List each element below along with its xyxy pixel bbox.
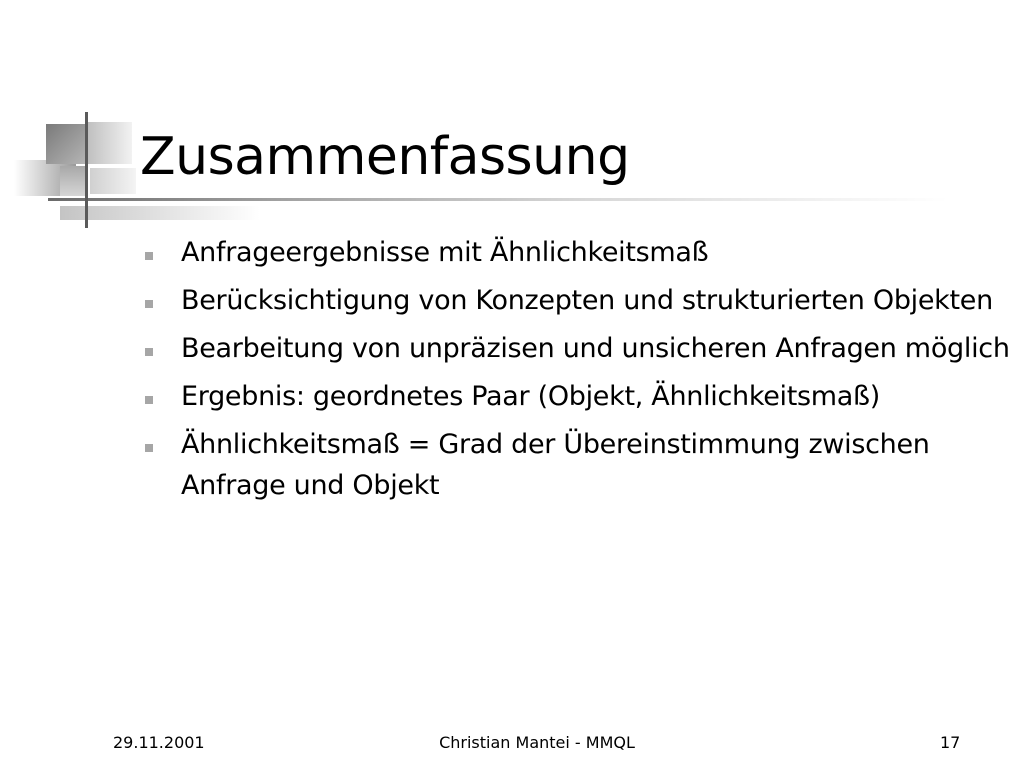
bullet-item bbox=[140, 232, 1010, 273]
bullet-item bbox=[140, 328, 1010, 369]
footer-author: Christian Mantei - MMQL bbox=[439, 733, 635, 752]
bullet-item bbox=[140, 280, 1010, 321]
footer-date: 29.11.2001 bbox=[113, 733, 205, 752]
decorative-shade bbox=[60, 206, 260, 220]
square-bullet-icon bbox=[145, 348, 153, 356]
square-bullet-icon bbox=[145, 396, 153, 404]
decorative-square bbox=[88, 122, 132, 164]
footer-page-number: 17 bbox=[940, 733, 961, 752]
title-underline bbox=[48, 198, 948, 201]
square-bullet-icon bbox=[145, 252, 153, 260]
decorative-square bbox=[90, 168, 136, 194]
slide-title: Zusammenfassung bbox=[140, 127, 630, 187]
bullet-text: Bearbeitung von unpräzisen und unsicheren Anfragen möglich bbox=[181, 333, 1010, 364]
bullet-text: Ergebnis: geordnetes Paar (Objekt, Ähnlichkeitsmaß) bbox=[181, 381, 880, 412]
bullet-item bbox=[140, 376, 1010, 417]
square-bullet-icon bbox=[145, 444, 153, 452]
bullet-list bbox=[140, 232, 1010, 513]
decorative-square bbox=[60, 166, 88, 196]
square-bullet-icon bbox=[145, 300, 153, 308]
decorative-vertical-line bbox=[85, 112, 88, 228]
decorative-square bbox=[46, 124, 86, 164]
bullet-text: Ähnlichkeitsmaß = Grad der Übereinstimmung zwischen Anfrage und Objekt bbox=[181, 429, 930, 501]
bullet-item bbox=[140, 424, 1010, 506]
bullet-text: Berücksichtigung von Konzepten und strukturierten Objekten bbox=[181, 285, 993, 316]
bullet-text: Anfrageergebnisse mit Ähnlichkeitsmaß bbox=[181, 237, 709, 268]
